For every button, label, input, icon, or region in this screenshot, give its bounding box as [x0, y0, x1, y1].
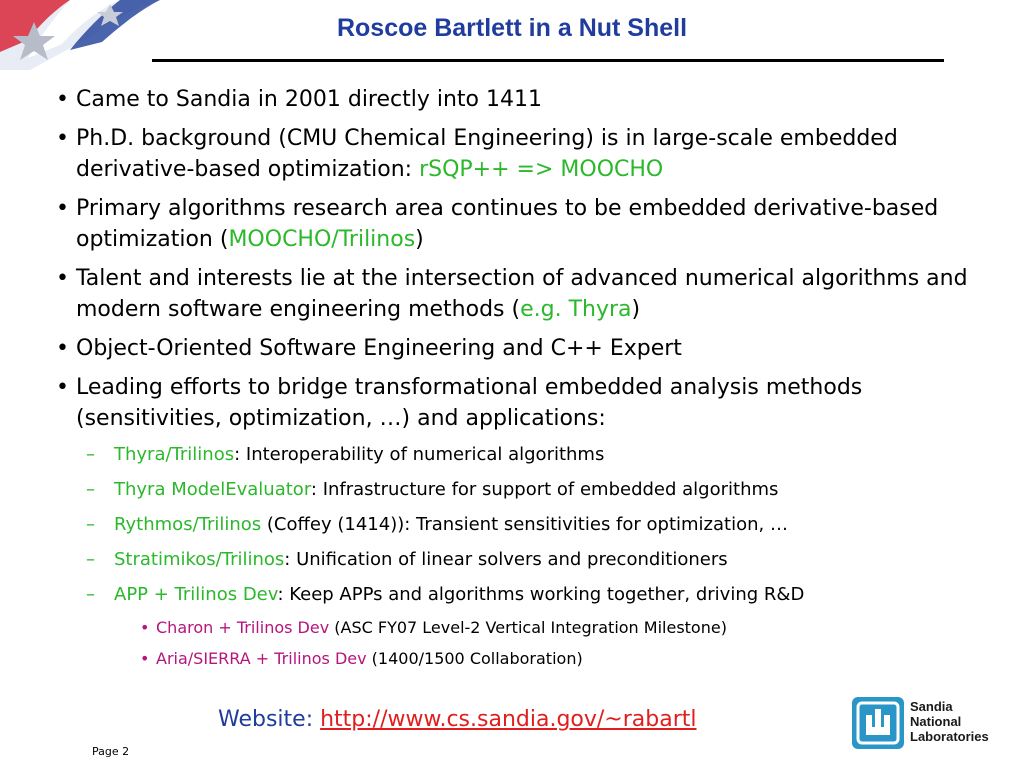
bullet-level-1 — [56, 333, 976, 364]
sandia-logo-text: Sandia National Laboratories — [910, 699, 989, 744]
bullet-text: (1400/1500 Collaboration) — [366, 649, 583, 668]
bullet-text: Aria/SIERRA + Trilinos Dev — [156, 649, 367, 668]
bullet-level-2 — [56, 442, 976, 468]
sandia-logo — [852, 697, 992, 753]
bullet-marker: • — [56, 336, 69, 361]
bullet-level-1 — [56, 84, 976, 115]
bullet-level-3 — [56, 648, 976, 670]
bullet-level-2 — [56, 582, 976, 608]
bullet-text: ) — [415, 227, 424, 252]
website-link[interactable]: http://www.cs.sandia.gov/~rabartl — [320, 707, 697, 732]
bullet-text: Stratimikos/Trilinos — [114, 549, 285, 570]
bullet-text: : Keep APPs and algorithms working together, driving R&D — [277, 584, 805, 605]
bullet-text: (Coffey (1414)): Transient sensitivities for optimization, … — [261, 514, 788, 535]
bullet-level-2 — [56, 477, 976, 503]
sandia-thunderbird-icon — [852, 697, 904, 749]
bullet-level-1 — [56, 123, 976, 185]
dash-marker: – — [86, 444, 95, 465]
bullet-text: Thyra/Trilinos — [114, 444, 235, 465]
bullet-text: rSQP++ => MOOCHO — [419, 157, 664, 182]
bullet-text: Ph.D. background (CMU Chemical Engineering) is in large-scale embedded derivative-based optimization: — [76, 126, 898, 182]
bullet-text: : Unification of linear solvers and preconditioners — [284, 549, 728, 570]
bullet-text: Thyra ModelEvaluator — [114, 479, 311, 500]
website-label: Website: — [218, 707, 321, 732]
dash-marker: – — [86, 514, 95, 535]
page-number: Page 2 — [92, 745, 130, 758]
dash-marker: – — [86, 479, 95, 500]
bullet-text: : Interoperability of numerical algorithms — [234, 444, 605, 465]
bullet-text: (ASC FY07 Level-2 Vertical Integration Milestone) — [329, 618, 727, 637]
bullet-marker: • — [56, 126, 69, 151]
bullet-text: APP + Trilinos Dev — [114, 584, 278, 605]
bullet-list — [56, 84, 976, 679]
bullet-text: MOOCHO/Trilinos — [228, 227, 416, 252]
bullet-level-2 — [56, 512, 976, 538]
dash-marker: – — [86, 584, 95, 605]
bullet-text: e.g. Thyra — [520, 297, 632, 322]
bullet-text: Rythmos/Trilinos — [114, 514, 262, 535]
bullet-marker: • — [140, 649, 150, 668]
bullet-level-2 — [56, 547, 976, 573]
bullet-marker: • — [56, 266, 69, 291]
bullet-text: Talent and interests lie at the intersection of advanced numerical algorithms and modern software engineering methods ( — [76, 266, 968, 322]
bullet-text: : Infrastructure for support of embedded algorithms — [310, 479, 779, 500]
bullet-marker: • — [56, 196, 69, 221]
slide-title: Roscoe Bartlett in a Nut Shell — [336, 14, 688, 42]
bullet-text: Object-Oriented Software Engineering and C++ Expert — [76, 336, 682, 361]
bullet-text: ) — [631, 297, 641, 322]
bullet-level-1 — [56, 193, 976, 255]
bullet-text: Came to Sandia in 2001 directly into 1411 — [76, 87, 542, 112]
title-underline — [152, 59, 944, 62]
bullet-level-1 — [56, 372, 976, 434]
bullet-text: Primary algorithms research area continues to be embedded derivative-based optimization ( — [76, 196, 939, 252]
bullet-marker: • — [56, 87, 69, 112]
website-line — [218, 707, 697, 732]
dash-marker: – — [86, 549, 95, 570]
bullet-level-1 — [56, 263, 976, 325]
bullet-text: Leading efforts to bridge transformational embedded analysis methods (sensitivities, optimization, …) and applications: — [76, 375, 863, 431]
bullet-marker: • — [140, 618, 150, 637]
bullet-text: Charon + Trilinos Dev — [156, 618, 330, 637]
bullet-level-3 — [56, 617, 976, 639]
bullet-marker: • — [56, 375, 69, 400]
